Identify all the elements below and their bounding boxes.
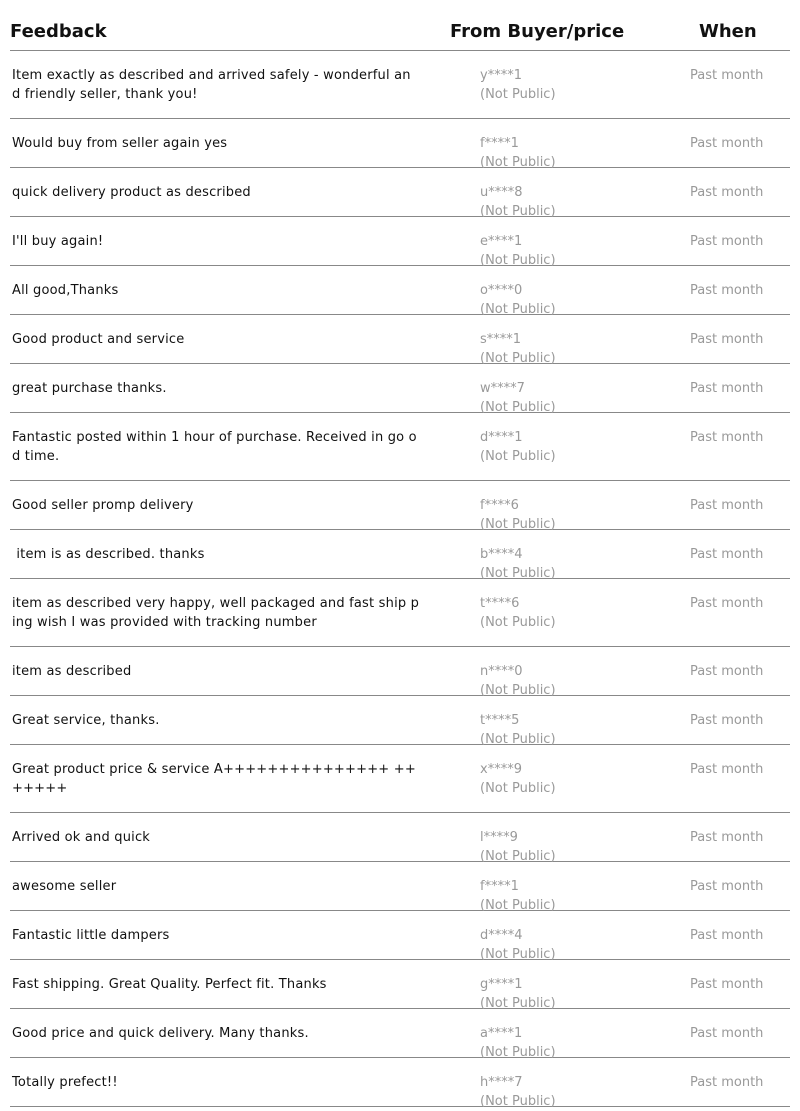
feedback-row bbox=[10, 315, 790, 364]
buyer-info bbox=[480, 711, 556, 749]
feedback-row bbox=[10, 217, 790, 266]
feedback-date: Past month bbox=[690, 664, 764, 679]
buyer-visibility: (Not Public) bbox=[480, 1094, 556, 1109]
when-column-header: When bbox=[699, 21, 757, 42]
buyer-name: l****9 bbox=[480, 830, 518, 845]
feedback-row bbox=[10, 960, 790, 1009]
buyer-info bbox=[480, 330, 556, 368]
buyer-visibility: (Not Public) bbox=[480, 155, 556, 170]
feedback-text: Arrived ok and quick bbox=[12, 830, 151, 845]
feedback-date: Past month bbox=[690, 381, 764, 396]
buyer-name: d****1 bbox=[480, 430, 523, 445]
feedback-text: item as described very happy, well packaged and fast ship ping wish I was provided with tracking number bbox=[12, 596, 420, 630]
feedback-row bbox=[10, 481, 790, 530]
feedback-date: Past month bbox=[690, 830, 764, 845]
feedback-row bbox=[10, 530, 790, 579]
feedback-date: Past month bbox=[690, 596, 764, 611]
feedback-text: Good price and quick delivery. Many thanks. bbox=[12, 1026, 309, 1041]
buyer-info bbox=[480, 760, 556, 798]
buyer-name: t****6 bbox=[480, 596, 520, 611]
buyer-name: n****0 bbox=[480, 664, 523, 679]
feedback-text: quick delivery product as described bbox=[12, 185, 251, 200]
buyer-name: g****1 bbox=[480, 977, 523, 992]
buyer-name: x****9 bbox=[480, 762, 522, 777]
buyer-visibility: (Not Public) bbox=[480, 732, 556, 747]
feedback-date: Past month bbox=[690, 713, 764, 728]
buyer-visibility: (Not Public) bbox=[480, 351, 556, 366]
buyer-name: f****1 bbox=[480, 879, 519, 894]
feedback-row bbox=[10, 266, 790, 315]
buyer-visibility: (Not Public) bbox=[480, 781, 556, 796]
feedback-date: Past month bbox=[690, 332, 764, 347]
buyer-price-column-header: From Buyer/price bbox=[450, 21, 625, 42]
feedback-text: Great product price & service A+++++++++++++++ +++++++ bbox=[12, 762, 416, 796]
feedback-text: Would buy from seller again yes bbox=[12, 136, 228, 151]
buyer-visibility: (Not Public) bbox=[480, 947, 556, 962]
buyer-visibility: (Not Public) bbox=[480, 204, 556, 219]
feedback-row bbox=[10, 579, 790, 647]
buyer-info bbox=[480, 594, 556, 632]
feedback-date: Past month bbox=[690, 928, 764, 943]
buyer-info bbox=[480, 379, 556, 417]
feedback-row bbox=[10, 862, 790, 911]
buyer-info bbox=[480, 877, 556, 915]
feedback-row bbox=[10, 168, 790, 217]
feedback-row bbox=[10, 813, 790, 862]
feedback-text: item as described bbox=[12, 664, 132, 679]
buyer-visibility: (Not Public) bbox=[480, 898, 556, 913]
buyer-name: e****1 bbox=[480, 234, 523, 249]
feedback-date: Past month bbox=[690, 1026, 764, 1041]
buyer-name: h****7 bbox=[480, 1075, 523, 1090]
feedback-text: Fantastic posted within 1 hour of purchase. Received in go od time. bbox=[12, 430, 417, 464]
feedback-date: Past month bbox=[690, 283, 764, 298]
buyer-info bbox=[480, 496, 556, 534]
feedback-row bbox=[10, 696, 790, 745]
buyer-info bbox=[480, 232, 556, 270]
buyer-visibility: (Not Public) bbox=[480, 87, 556, 102]
feedback-date: Past month bbox=[690, 234, 764, 249]
feedback-text: Great service, thanks. bbox=[12, 713, 160, 728]
buyer-info bbox=[480, 183, 556, 221]
buyer-visibility: (Not Public) bbox=[480, 517, 556, 532]
buyer-info bbox=[480, 1024, 556, 1062]
feedback-date: Past month bbox=[690, 762, 764, 777]
feedback-text: Good product and service bbox=[12, 332, 185, 347]
buyer-name: b****4 bbox=[480, 547, 523, 562]
buyer-name: f****6 bbox=[480, 498, 519, 513]
buyer-info bbox=[480, 926, 556, 964]
buyer-visibility: (Not Public) bbox=[480, 566, 556, 581]
feedback-date: Past month bbox=[690, 498, 764, 513]
buyer-info bbox=[480, 545, 556, 583]
feedback-text: I'll buy again! bbox=[12, 234, 104, 249]
buyer-visibility: (Not Public) bbox=[480, 400, 556, 415]
feedback-text: Good seller promp delivery bbox=[12, 498, 194, 513]
buyer-info bbox=[480, 66, 556, 104]
buyer-visibility: (Not Public) bbox=[480, 849, 556, 864]
feedback-date: Past month bbox=[690, 977, 764, 992]
feedback-table-header bbox=[10, 0, 790, 51]
feedback-row bbox=[10, 1058, 790, 1107]
feedback-text: awesome seller bbox=[12, 879, 117, 894]
buyer-info bbox=[480, 428, 556, 466]
buyer-visibility: (Not Public) bbox=[480, 449, 556, 464]
feedback-text: Fantastic little dampers bbox=[12, 928, 170, 943]
feedback-date: Past month bbox=[690, 136, 764, 151]
feedback-date: Past month bbox=[690, 68, 764, 83]
buyer-name: a****1 bbox=[480, 1026, 523, 1041]
buyer-info bbox=[480, 134, 556, 172]
feedback-date: Past month bbox=[690, 879, 764, 894]
feedback-row bbox=[10, 745, 790, 813]
feedback-date: Past month bbox=[690, 185, 764, 200]
buyer-visibility: (Not Public) bbox=[480, 253, 556, 268]
buyer-name: y****1 bbox=[480, 68, 522, 83]
feedback-list bbox=[10, 51, 790, 1107]
buyer-info bbox=[480, 975, 556, 1013]
buyer-info bbox=[480, 281, 556, 319]
buyer-name: f****1 bbox=[480, 136, 519, 151]
feedback-date: Past month bbox=[690, 1075, 764, 1090]
buyer-name: o****0 bbox=[480, 283, 523, 298]
feedback-row bbox=[10, 51, 790, 119]
buyer-name: s****1 bbox=[480, 332, 522, 347]
feedback-text: Item exactly as described and arrived safely - wonderful an d friendly seller, thank you! bbox=[12, 68, 416, 102]
feedback-text: All good,Thanks bbox=[12, 283, 119, 298]
buyer-visibility: (Not Public) bbox=[480, 302, 556, 317]
buyer-name: t****5 bbox=[480, 713, 520, 728]
feedback-row bbox=[10, 364, 790, 413]
feedback-text: Fast shipping. Great Quality. Perfect fit. Thanks bbox=[12, 977, 327, 992]
buyer-name: w****7 bbox=[480, 381, 525, 396]
buyer-name: d****4 bbox=[480, 928, 523, 943]
feedback-row bbox=[10, 1009, 790, 1058]
buyer-info bbox=[480, 662, 556, 700]
buyer-info bbox=[480, 1073, 556, 1111]
feedback-column-header: Feedback bbox=[10, 21, 107, 42]
feedback-row bbox=[10, 911, 790, 960]
buyer-name: u****8 bbox=[480, 185, 523, 200]
buyer-visibility: (Not Public) bbox=[480, 996, 556, 1011]
feedback-text: great purchase thanks. bbox=[12, 381, 167, 396]
feedback-date: Past month bbox=[690, 430, 764, 445]
feedback-row bbox=[10, 647, 790, 696]
buyer-visibility: (Not Public) bbox=[480, 615, 556, 630]
feedback-row bbox=[10, 119, 790, 168]
buyer-visibility: (Not Public) bbox=[480, 1045, 556, 1060]
feedback-row bbox=[10, 413, 790, 481]
buyer-visibility: (Not Public) bbox=[480, 683, 556, 698]
buyer-info bbox=[480, 828, 556, 866]
feedback-text: item is as described. thanks bbox=[12, 547, 205, 562]
feedback-date: Past month bbox=[690, 547, 764, 562]
feedback-text: Totally prefect!! bbox=[12, 1075, 118, 1090]
